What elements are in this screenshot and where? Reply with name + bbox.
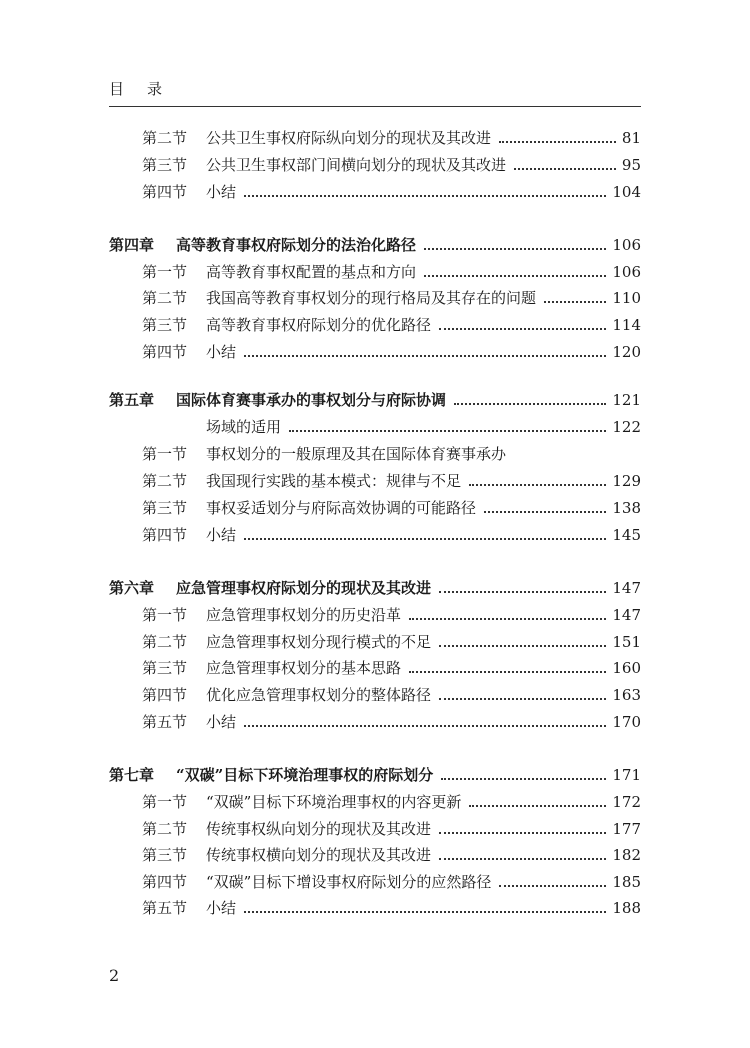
toc-entry-page: 110 [612, 289, 641, 307]
toc-entry-label: 第三节 [142, 156, 188, 174]
toc-section-entry [109, 897, 641, 919]
running-head-char-1: 目 [109, 80, 127, 98]
toc-section-entry [109, 443, 641, 465]
toc-entry-label: 第五章 [109, 391, 155, 409]
toc-entry-page: 182 [612, 846, 641, 864]
dot-leader [439, 832, 606, 834]
toc-section-entry [109, 314, 641, 336]
toc-entry-label: 第六章 [109, 579, 155, 597]
toc-entry-title: “双碳”目标下增设事权府际划分的应然路径 [206, 873, 492, 891]
toc-section-entry [109, 791, 641, 813]
toc-entry-page: 106 [612, 236, 641, 254]
toc-entry-label: 第三节 [142, 316, 188, 334]
toc-chapter-entry [109, 234, 641, 256]
toc-entry-page: 188 [612, 899, 641, 917]
toc-section-entry [109, 657, 641, 679]
header-rule [109, 106, 641, 107]
toc-entry-title: 事权划分的一般原理及其在国际体育赛事承办 [206, 445, 507, 463]
toc-entry-title: 小结 [206, 713, 237, 731]
dot-leader [244, 538, 606, 540]
toc-entry-label: 第二节 [142, 633, 188, 651]
toc-entry-page: 114 [612, 316, 641, 334]
dot-leader [424, 275, 606, 277]
toc-entry-title: 小结 [206, 899, 237, 917]
page-number: 2 [109, 966, 120, 985]
toc-section-entry [109, 818, 641, 840]
toc-entry-label: 第三节 [142, 499, 188, 517]
toc-entry-page: 163 [612, 686, 641, 704]
toc-entry-label: 第三节 [142, 659, 188, 677]
toc-entry-title: 事权妥适划分与府际高效协调的可能路径 [206, 499, 477, 517]
toc-entry-page: 147 [612, 579, 641, 597]
toc-entry-page: 172 [612, 793, 641, 811]
toc-entry-label: 第七章 [109, 766, 155, 784]
dot-leader [289, 430, 606, 432]
toc-entry-title: “双碳”目标下环境治理事权的府际划分 [176, 766, 434, 784]
toc-section-entry [109, 524, 641, 546]
toc-entry-label: 第一节 [142, 263, 188, 281]
toc-entry-page: 177 [612, 820, 641, 838]
dot-leader [439, 698, 606, 700]
toc-chapter-entry [109, 764, 641, 786]
toc-entry-title: 传统事权纵向划分的现状及其改进 [206, 820, 432, 838]
toc-section-entry [109, 181, 641, 203]
toc-entry-page: 138 [612, 499, 641, 517]
running-head-char-2: 录 [147, 80, 165, 98]
dot-leader [409, 671, 606, 673]
toc-entry-title: 应急管理事权划分的基本思路 [206, 659, 402, 677]
toc-entry-label: 第二节 [142, 289, 188, 307]
toc-entry-page: 185 [612, 873, 641, 891]
dot-leader [244, 355, 606, 357]
toc-entry-label: 第三节 [142, 846, 188, 864]
dot-leader [244, 195, 606, 197]
toc-entry-page: 129 [612, 472, 641, 490]
dot-leader [424, 248, 606, 250]
toc-entry-page: 106 [612, 263, 641, 281]
toc-entry-label: 第五节 [142, 713, 188, 731]
dot-leader [469, 805, 606, 807]
toc-entry-page: 121 [612, 391, 641, 409]
toc-entry-label: 第四节 [142, 686, 188, 704]
dot-leader [244, 911, 606, 913]
toc-entry-page: 120 [612, 343, 641, 361]
dot-leader [439, 858, 606, 860]
toc-section-entry [109, 631, 641, 653]
toc-section-entry [109, 604, 641, 626]
toc-entry-title: 高等教育事权府际划分的优化路径 [206, 316, 432, 334]
toc-entry-title: 应急管理事权府际划分的现状及其改进 [176, 579, 432, 597]
toc-entry-page: 145 [612, 526, 641, 544]
toc-entry-label: 第四节 [142, 526, 188, 544]
toc-entry-page: 160 [612, 659, 641, 677]
toc-entry-label: 第四节 [142, 343, 188, 361]
dot-leader [244, 725, 606, 727]
dot-leader [439, 328, 606, 330]
dot-leader [409, 618, 606, 620]
toc-entry-label: 第二节 [142, 129, 188, 147]
toc-entry-page: 95 [621, 156, 641, 174]
dot-leader [499, 885, 606, 887]
toc-entry-label: 第一节 [142, 793, 188, 811]
toc-entry-label: 第四节 [142, 183, 188, 201]
toc-entry-title-continuation: 场域的适用 [206, 418, 282, 436]
toc-entry-title: 我国现行实践的基本模式：规律与不足 [206, 472, 462, 490]
dot-leader [469, 484, 606, 486]
toc-entry-title: 小结 [206, 183, 237, 201]
toc-section-entry [109, 497, 641, 519]
running-head [109, 78, 641, 99]
toc-entry-label: 第四章 [109, 236, 155, 254]
toc-section-entry [109, 871, 641, 893]
toc-section-entry [109, 287, 641, 309]
toc-entry-page: 122 [612, 418, 641, 436]
toc-entry-title: 公共卫生事权部门间横向划分的现状及其改进 [206, 156, 507, 174]
toc-section-entry [109, 127, 641, 149]
toc-entry-title: 高等教育事权府际划分的法治化路径 [176, 236, 417, 254]
dot-leader [499, 141, 616, 143]
dot-leader [454, 403, 606, 405]
toc-entry-title: 优化应急管理事权划分的整体路径 [206, 686, 432, 704]
toc-entry-label: 第一节 [142, 606, 188, 624]
toc-section-entry [109, 154, 641, 176]
toc-entry-title: 小结 [206, 343, 237, 361]
toc-entry-page: 81 [621, 129, 641, 147]
toc-entry-page: 151 [612, 633, 641, 651]
dot-leader [441, 778, 606, 780]
toc-section-entry [109, 341, 641, 363]
toc-section-entry-continuation [109, 416, 641, 438]
toc-section-entry [109, 844, 641, 866]
toc-entry-title: 应急管理事权划分现行模式的不足 [206, 633, 432, 651]
toc-entry-title: 小结 [206, 526, 237, 544]
toc-entry-title: 应急管理事权划分的历史沿革 [206, 606, 402, 624]
toc-entry-page: 147 [612, 606, 641, 624]
toc-section-entry [109, 470, 641, 492]
toc-entry-page: 171 [612, 766, 641, 784]
toc-entry-label: 第一节 [142, 445, 188, 463]
dot-leader [484, 511, 606, 513]
toc-entry-title: 高等教育事权配置的基点和方向 [206, 263, 417, 281]
toc-chapter-entry [109, 389, 641, 411]
toc-entry-label: 第二节 [142, 472, 188, 490]
toc-entry-title: 公共卫生事权府际纵向划分的现状及其改进 [206, 129, 492, 147]
dot-leader [514, 168, 616, 170]
toc-section-entry [109, 684, 641, 706]
toc-section-entry [109, 261, 641, 283]
toc-entry-title: 国际体育赛事承办的事权划分与府际协调 [176, 391, 447, 409]
toc-entry-label: 第四节 [142, 873, 188, 891]
toc-entry-label: 第五节 [142, 899, 188, 917]
toc-entry-title: 我国高等教育事权划分的现行格局及其存在的问题 [206, 289, 537, 307]
dot-leader [544, 301, 606, 303]
toc-chapter-entry [109, 577, 641, 599]
dot-leader [439, 645, 606, 647]
toc-section-entry [109, 711, 641, 733]
toc-entry-page: 170 [612, 713, 641, 731]
toc-entry-title: “双碳”目标下环境治理事权的内容更新 [206, 793, 462, 811]
toc-entry-title: 传统事权横向划分的现状及其改进 [206, 846, 432, 864]
toc-entry-label: 第二节 [142, 820, 188, 838]
dot-leader [439, 591, 606, 593]
toc-entry-page: 104 [612, 183, 641, 201]
